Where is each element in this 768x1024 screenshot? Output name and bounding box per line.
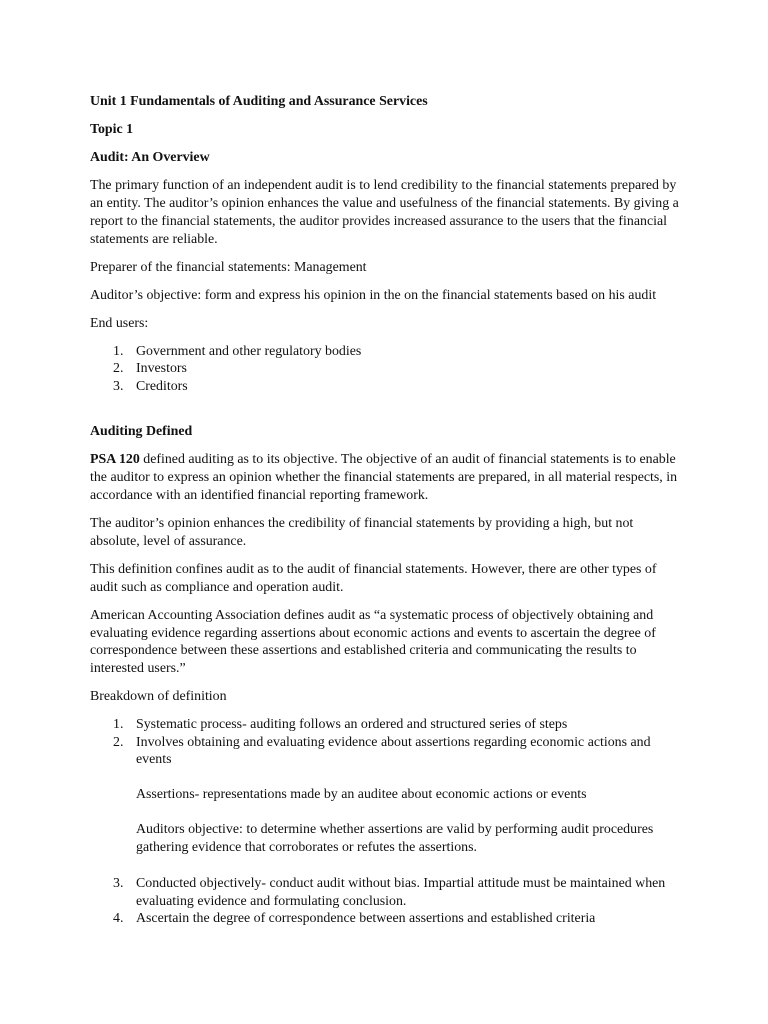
list-item-continuation: events xyxy=(136,752,172,767)
assertions-note: Assertions- representations made by an auditee about economic actions or events xyxy=(136,787,587,802)
list-number: 3. xyxy=(113,379,124,394)
overview-paragraph-line: The primary function of an independent audit is to lend credibility to the financial statements prepared by xyxy=(90,178,677,193)
opinion-paragraph-line: absolute, level of assurance. xyxy=(90,534,247,549)
psa-reference: PSA 120 xyxy=(90,452,140,467)
list-item: Systematic process- auditing follows an ordered and structured series of steps xyxy=(136,717,568,732)
objective-line: Auditor’s objective: form and express his opinion in the on the financial statements based on his audit xyxy=(90,288,657,303)
list-item: Creditors xyxy=(136,379,188,394)
list-item-continuation: evaluating evidence and formulating conclusion. xyxy=(136,894,407,909)
aaa-paragraph-line: American Accounting Association defines audit as “a systematic process of objectively obtaining and xyxy=(90,608,654,623)
opinion-paragraph-line: The auditor’s opinion enhances the credibility of financial statements by providing a high, but not xyxy=(90,516,634,531)
end-users-label: End users: xyxy=(90,316,149,331)
auditing-defined-heading: Auditing Defined xyxy=(90,424,193,439)
list-number: 4. xyxy=(113,911,124,926)
topic-heading: Topic 1 xyxy=(90,122,134,137)
list-item: Investors xyxy=(136,361,187,376)
confines-paragraph-line: This definition confines audit as to the audit of financial statements. However, there are other types of xyxy=(90,562,657,577)
aaa-paragraph-line: interested users.” xyxy=(90,661,186,676)
breakdown-label: Breakdown of definition xyxy=(90,689,227,704)
list-number: 2. xyxy=(113,735,124,750)
overview-paragraph-line: statements are reliable. xyxy=(90,232,218,247)
list-item: Government and other regulatory bodies xyxy=(136,344,362,359)
list-number: 3. xyxy=(113,876,124,891)
auditors-objective-note: gathering evidence that corroborates or refutes the assertions. xyxy=(136,840,477,855)
psa-paragraph-line xyxy=(90,451,676,469)
list-item: Conducted objectively- conduct audit without bias. Impartial attitude must be maintained when xyxy=(136,876,666,891)
list-item: Involves obtaining and evaluating evidence about assertions regarding economic actions and xyxy=(136,735,651,750)
aaa-paragraph-line: correspondence between these assertions and established criteria and communicating the results to xyxy=(90,643,637,658)
list-number: 1. xyxy=(113,717,124,732)
psa-paragraph-line: accordance with an identified financial reporting framework. xyxy=(90,488,429,503)
psa-paragraph-line: the auditor to express an opinion whether the financial statements are prepared, in all material respects, in xyxy=(90,470,678,485)
list-item: Ascertain the degree of correspondence between assertions and established criteria xyxy=(136,911,596,926)
preparer-line: Preparer of the financial statements: Management xyxy=(90,260,367,275)
list-number: 1. xyxy=(113,344,124,359)
psa-text: defined auditing as to its objective. The objective of an audit of financial statements is to enable xyxy=(139,452,676,467)
overview-paragraph-line: an entity. The auditor’s opinion enhances the value and usefulness of the financial statements. By giving a xyxy=(90,196,679,211)
unit-heading: Unit 1 Fundamentals of Auditing and Assurance Services xyxy=(90,94,428,109)
overview-heading: Audit: An Overview xyxy=(90,150,210,165)
auditors-objective-note: Auditors objective: to determine whether assertions are valid by performing audit procedures xyxy=(136,822,654,837)
aaa-paragraph-line: evaluating evidence regarding assertions about economic actions and events to ascertain the degree of xyxy=(90,626,656,641)
overview-paragraph-line: report to the financial statements, the auditor provides increased assurance to the users that the financial xyxy=(90,214,668,229)
confines-paragraph-line: audit such as compliance and operation audit. xyxy=(90,580,344,595)
list-number: 2. xyxy=(113,361,124,376)
